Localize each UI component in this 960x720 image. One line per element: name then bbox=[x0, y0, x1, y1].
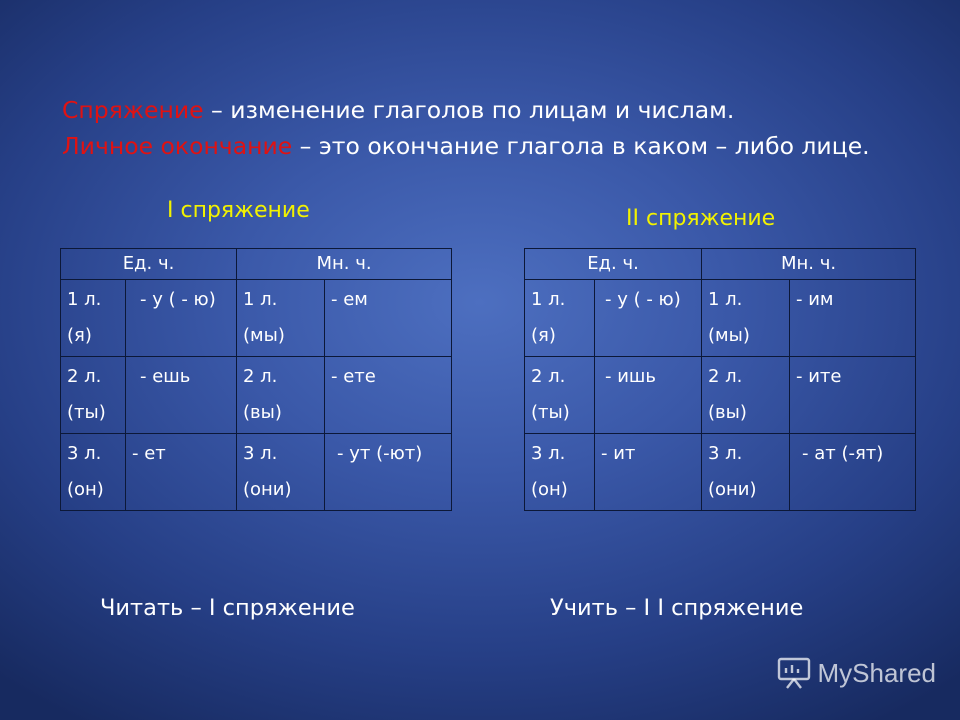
singular-person-cell bbox=[61, 357, 126, 434]
table-row bbox=[61, 434, 452, 511]
plural-person-cell bbox=[702, 357, 790, 434]
singular-person-cell bbox=[61, 280, 126, 357]
plural-ending-cell: - им bbox=[790, 280, 916, 357]
person-label: 3 л. bbox=[531, 443, 566, 464]
definition-line bbox=[62, 92, 870, 128]
definition-text: – изменение глаголов по лицам и числам. bbox=[203, 96, 735, 124]
watermark-text: MyShared bbox=[817, 657, 936, 688]
singular-ending-cell: - ет bbox=[126, 434, 237, 511]
definition-term: Личное окончание bbox=[62, 132, 293, 160]
table-row bbox=[525, 357, 916, 434]
pronoun-label: (ты) bbox=[531, 402, 570, 423]
plural-ending-cell: - ут (-ют) bbox=[325, 434, 452, 511]
table-row bbox=[525, 434, 916, 511]
pronoun-label: (мы) bbox=[243, 325, 285, 346]
person-label: 3 л. bbox=[708, 443, 743, 464]
pronoun-label: (я) bbox=[67, 325, 92, 346]
table-header-row bbox=[61, 249, 452, 280]
table-row bbox=[525, 280, 916, 357]
singular-person-cell bbox=[61, 434, 126, 511]
first-conjugation-example: Читать – I спряжение bbox=[100, 595, 355, 621]
table-row bbox=[61, 280, 452, 357]
pronoun-label: (я) bbox=[531, 325, 556, 346]
singular-ending-cell: - у ( - ю) bbox=[126, 280, 237, 357]
pronoun-label: (он) bbox=[67, 479, 104, 500]
watermark bbox=[776, 656, 937, 690]
singular-header: Ед. ч. bbox=[525, 249, 702, 280]
second-conjugation-table bbox=[524, 248, 916, 511]
second-conjugation-title: II спряжение bbox=[626, 206, 776, 231]
singular-ending-cell: - ишь bbox=[595, 357, 702, 434]
second-conjugation-example: Учить – I I спряжение bbox=[550, 595, 804, 621]
plural-header: Мн. ч. bbox=[237, 249, 452, 280]
definition-line bbox=[62, 128, 870, 164]
person-label: 2 л. bbox=[243, 366, 278, 387]
person-label: 2 л. bbox=[708, 366, 743, 387]
plural-ending-cell: - ите bbox=[790, 357, 916, 434]
pronoun-label: (он) bbox=[531, 479, 568, 500]
definition-term: Спряжение bbox=[62, 96, 204, 124]
plural-person-cell bbox=[237, 434, 325, 511]
singular-ending-cell: - ешь bbox=[126, 357, 237, 434]
first-conjugation-title: I спряжение bbox=[167, 198, 310, 223]
pronoun-label: (мы) bbox=[708, 325, 750, 346]
plural-header: Мн. ч. bbox=[702, 249, 916, 280]
table-row bbox=[61, 357, 452, 434]
plural-person-cell bbox=[702, 434, 790, 511]
presentation-board-icon bbox=[776, 656, 812, 690]
pronoun-label: (они) bbox=[708, 479, 757, 500]
singular-person-cell bbox=[525, 434, 595, 511]
singular-person-cell bbox=[525, 357, 595, 434]
singular-person-cell bbox=[525, 280, 595, 357]
person-label: 1 л. bbox=[243, 289, 278, 310]
person-label: 3 л. bbox=[67, 443, 102, 464]
singular-header: Ед. ч. bbox=[61, 249, 237, 280]
person-label: 3 л. bbox=[243, 443, 278, 464]
pronoun-label: (вы) bbox=[243, 402, 282, 423]
table-header-row bbox=[525, 249, 916, 280]
pronoun-label: (они) bbox=[243, 479, 292, 500]
person-label: 1 л. bbox=[67, 289, 102, 310]
plural-ending-cell: - ем bbox=[325, 280, 452, 357]
pronoun-label: (вы) bbox=[708, 402, 747, 423]
person-label: 1 л. bbox=[708, 289, 743, 310]
definitions bbox=[62, 92, 870, 164]
singular-ending-cell: - у ( - ю) bbox=[595, 280, 702, 357]
person-label: 2 л. bbox=[67, 366, 102, 387]
plural-person-cell bbox=[237, 280, 325, 357]
first-conjugation-table bbox=[60, 248, 452, 511]
plural-ending-cell: - ат (-ят) bbox=[790, 434, 916, 511]
plural-ending-cell: - ете bbox=[325, 357, 452, 434]
person-label: 1 л. bbox=[531, 289, 566, 310]
plural-person-cell bbox=[237, 357, 325, 434]
singular-ending-cell: - ит bbox=[595, 434, 702, 511]
plural-person-cell bbox=[702, 280, 790, 357]
pronoun-label: (ты) bbox=[67, 402, 106, 423]
person-label: 2 л. bbox=[531, 366, 566, 387]
definition-text: – это окончание глагола в каком – либо лице. bbox=[292, 132, 870, 160]
